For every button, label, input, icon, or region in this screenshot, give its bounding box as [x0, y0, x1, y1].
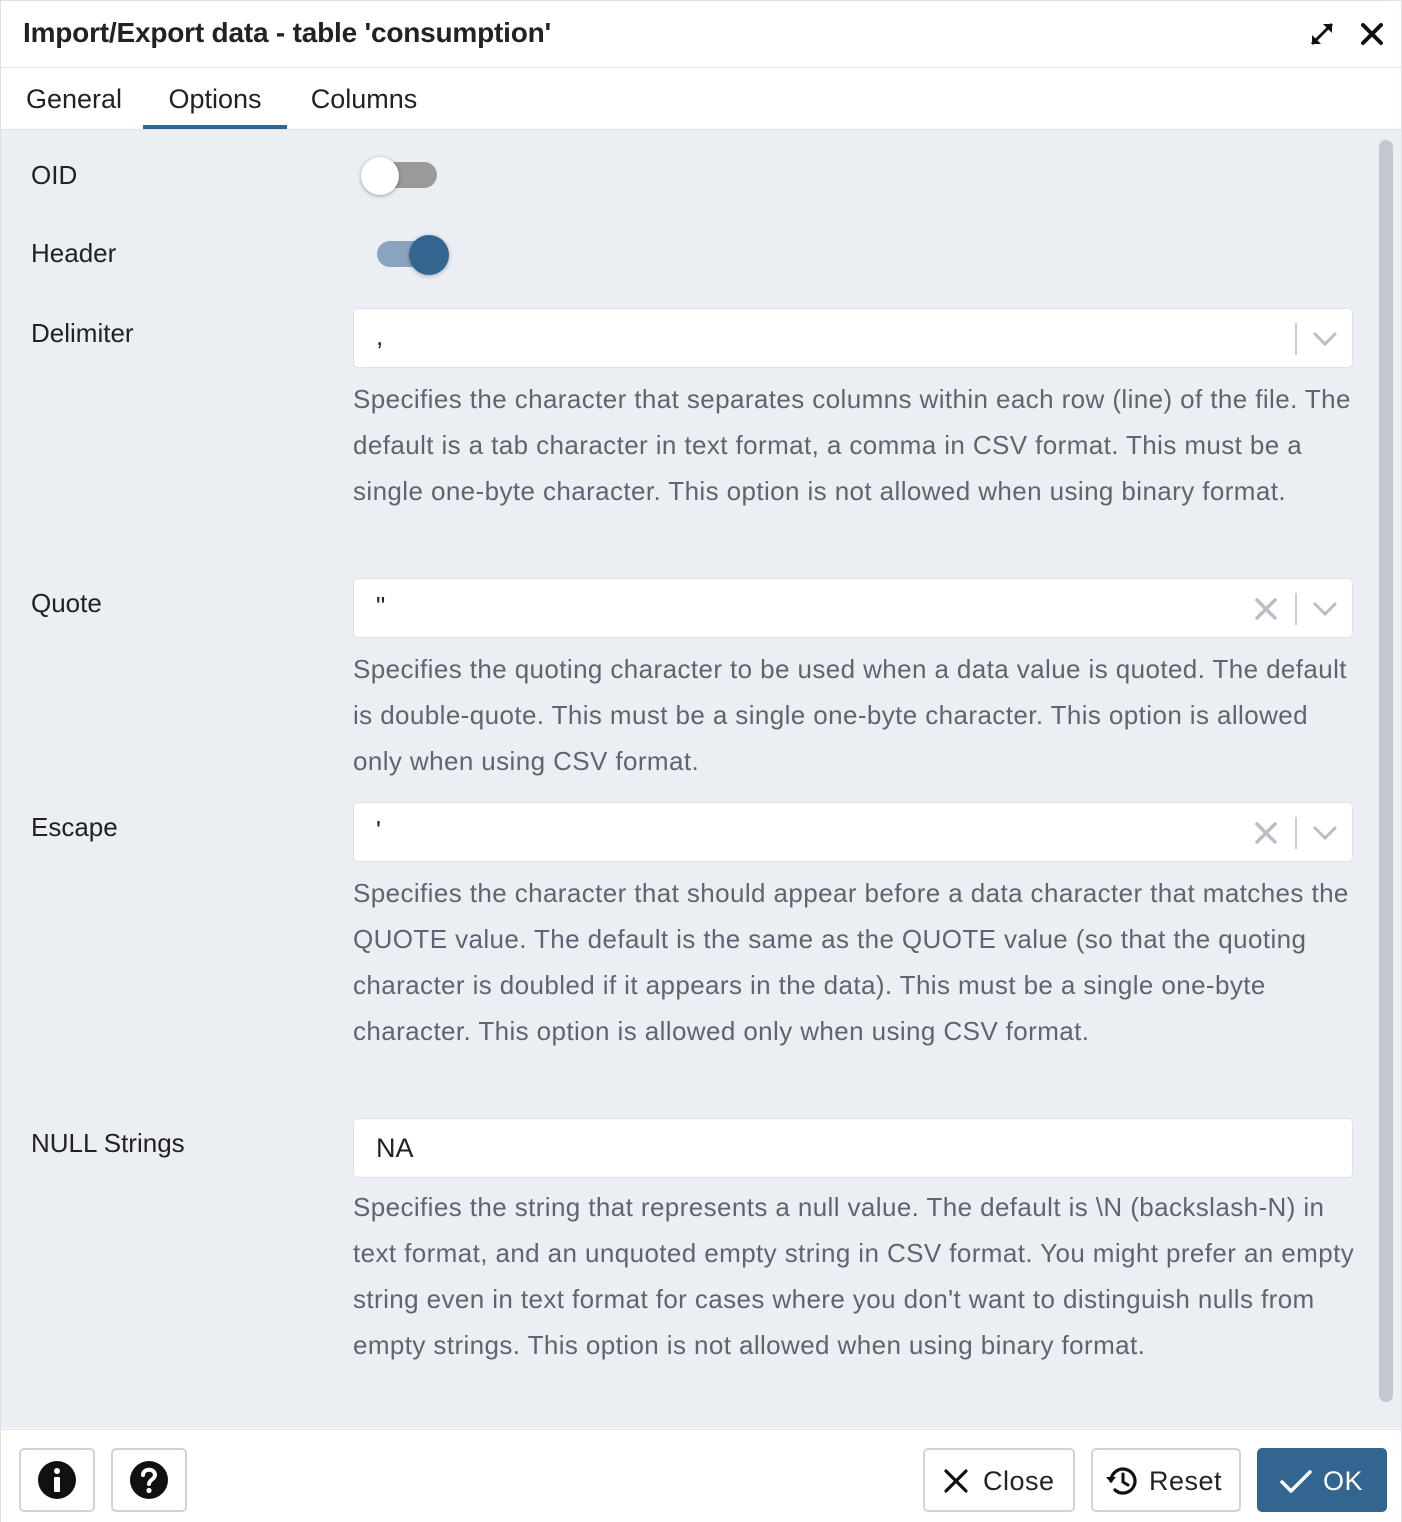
delimiter-help: Specifies the character that separates columns within each row (line) of the file. The default is a tab character in text format, a comma in CSV format. This must be a single one-byte character. This option is not allowed when using binary format.: [353, 384, 1351, 506]
dialog-titlebar[interactable]: [1, 1, 1401, 68]
close-button-label: Close: [983, 1466, 1055, 1496]
reset-history-icon: [1105, 1464, 1141, 1498]
null-strings-help: Specifies the string that represents a null value. The default is \N (backslash-N) in text format, and an unquoted empty string in CSV format. You might prefer an empty string even in text format for cases where you don't want to distinguish nulls from empty strings. This option is not allowed when using binary format.: [353, 1192, 1355, 1360]
chevron-down-icon[interactable]: [1310, 595, 1340, 623]
info-icon: [37, 1460, 77, 1500]
escape-label: Escape: [31, 812, 118, 842]
header-label: Header: [31, 238, 117, 268]
quote-select[interactable]: [353, 578, 1353, 638]
delimiter-label: Delimiter: [31, 318, 134, 348]
ok-button-label: OK: [1323, 1466, 1364, 1496]
escape-value: ': [376, 815, 381, 845]
quote-separator: [1295, 593, 1297, 625]
oid-switch[interactable]: [361, 156, 441, 196]
clear-x-icon[interactable]: [1252, 595, 1280, 623]
dialog-footer: [1, 1429, 1401, 1522]
close-x-icon: [943, 1468, 969, 1494]
escape-select[interactable]: [353, 802, 1353, 862]
help-button[interactable]: [111, 1448, 187, 1512]
tab-general[interactable]: General: [25, 84, 123, 114]
quote-value: ": [376, 591, 386, 621]
expand-arrows-icon[interactable]: [1307, 19, 1337, 49]
quote-help: Specifies the quoting character to be used when a data value is quoted. The default is double-quote. This must be a single one-byte character. This option is allowed only when using CSV format.: [353, 654, 1347, 776]
chevron-down-icon[interactable]: [1310, 819, 1340, 847]
escape-help: Specifies the character that should appear before a data character that matches the QUOTE value. The default is the same as the QUOTE value (so that the quoting character is doubled if it appears in the data). This must be a single one-byte character. This option is allowed only when using CSV format.: [353, 878, 1349, 1046]
null-strings-label: NULL Strings: [31, 1128, 185, 1158]
null-strings-input[interactable]: [353, 1118, 1353, 1178]
oid-switch-knob: [361, 157, 399, 195]
chevron-down-icon[interactable]: [1310, 325, 1340, 353]
tab-bar: [1, 68, 1401, 130]
reset-button-label: Reset: [1149, 1466, 1223, 1496]
scrollbar-thumb[interactable]: [1379, 140, 1393, 1402]
delimiter-value: ,: [376, 321, 384, 351]
ok-button[interactable]: [1257, 1448, 1387, 1512]
quote-label: Quote: [31, 588, 102, 618]
clear-x-icon[interactable]: [1252, 819, 1280, 847]
tab-options[interactable]: Options: [143, 68, 287, 129]
header-switch-knob: [409, 235, 449, 275]
header-switch[interactable]: [373, 234, 453, 276]
escape-separator: [1295, 817, 1297, 849]
close-x-icon[interactable]: [1357, 19, 1387, 49]
dialog-title: Import/Export data - table 'consumption': [23, 17, 552, 48]
delimiter-separator: [1295, 323, 1297, 355]
reset-button[interactable]: [1091, 1448, 1241, 1512]
tab-columns[interactable]: Columns: [310, 84, 418, 114]
delimiter-select[interactable]: [353, 308, 1353, 368]
oid-label: OID: [31, 160, 78, 190]
info-button[interactable]: [19, 1448, 95, 1512]
help-question-icon: [129, 1460, 169, 1500]
close-button[interactable]: [923, 1448, 1075, 1512]
options-panel: [1, 130, 1401, 1428]
checkmark-icon: [1279, 1468, 1313, 1496]
